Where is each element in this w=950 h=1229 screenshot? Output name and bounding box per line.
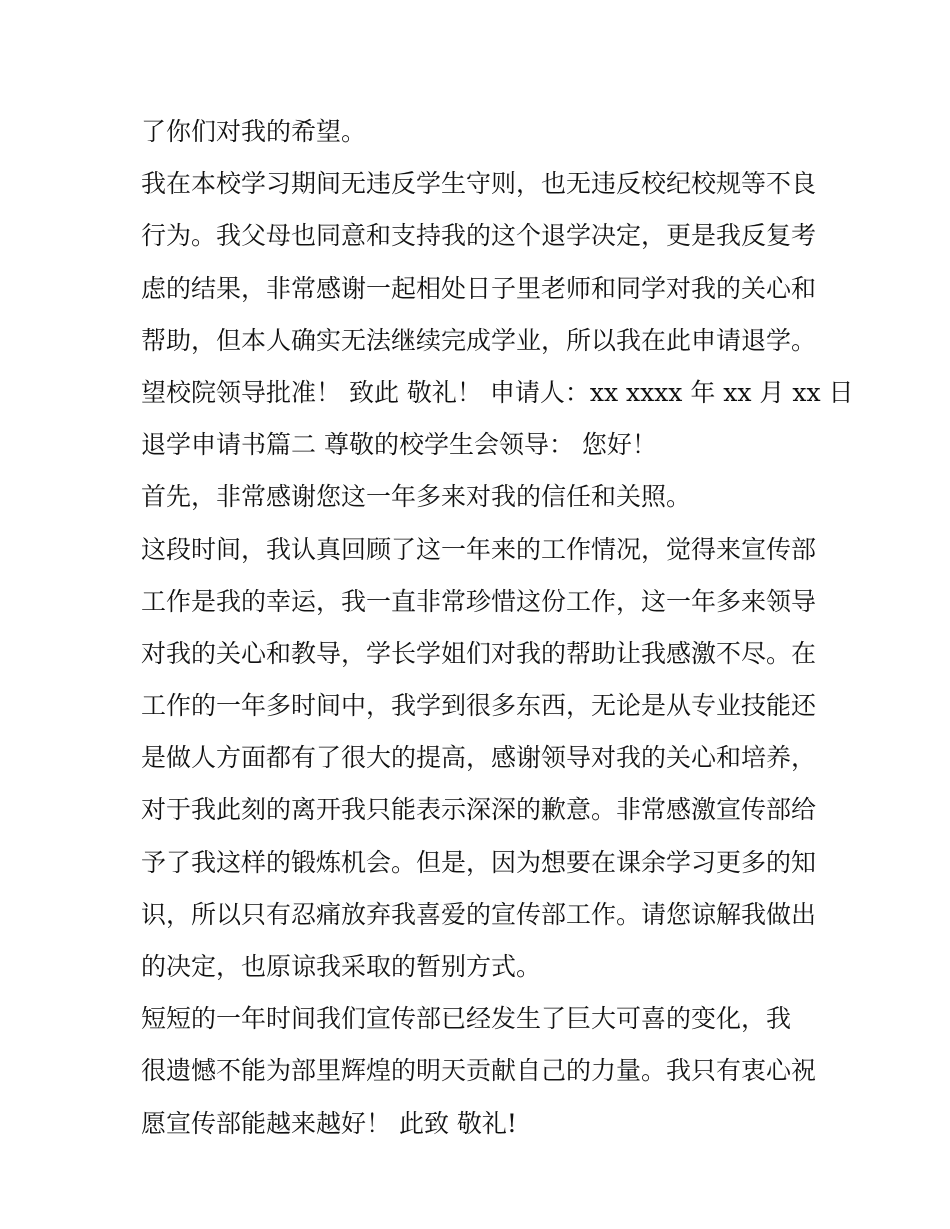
- text-line: 对我的关心和教导，学长学姐们对我的帮助让我感激不尽。在: [141, 638, 817, 668]
- text-line: 很遗憾不能为部里辉煌的明天贡献自己的力量。我只有衷心祝: [141, 1056, 817, 1086]
- text-line: 短短的一年时间我们宣传部已经发生了巨大可喜的变化，我: [141, 1004, 792, 1034]
- text-line: 行为。我父母也同意和支持我的这个退学决定，更是我反复考: [141, 221, 817, 251]
- text-line: 这段时间，我认真回顾了这一年来的工作情况，觉得来宣传部: [141, 534, 817, 564]
- closing-line: 愿宣传部能越来越好！ 此致 敬礼!: [141, 1108, 517, 1138]
- section-heading-line: 退学申请书篇二 尊敬的校学生会领导： 您好！: [141, 430, 657, 460]
- text-line: 工作是我的幸运，我一直非常珍惜这份工作，这一年多来领导: [141, 586, 817, 616]
- text-line: 我在本校学习期间无违反学生守则，也无违反校纪校规等不良: [141, 169, 817, 199]
- text-line: 对于我此刻的离开我只能表示深深的歉意。非常感激宣传部给: [141, 795, 817, 825]
- text-line: 的决定，也原谅我采取的暂别方式。: [141, 952, 542, 981]
- text-line: 识，所以只有忍痛放弃我喜爱的宣传部工作。请您谅解我做出: [141, 899, 817, 929]
- document-body: [141, 106, 854, 1150]
- text-line: 了你们对我的希望。: [141, 117, 367, 146]
- text-line: 首先，非常感谢您这一年多来对我的信任和关照。: [141, 482, 692, 512]
- text-line: 是做人方面都有了很大的提高，感谢领导对我的关心和培养，: [141, 743, 817, 773]
- text-line: 工作的一年多时间中，我学到很多东西，无论是从专业技能还: [141, 691, 817, 721]
- text-line: 帮助，但本人确实无法继续完成学业，所以我在此申请退学。: [141, 325, 817, 355]
- text-line: 予了我这样的锻炼机会。但是，因为想要在课余学习更多的知: [141, 847, 817, 877]
- text-line: 虑的结果，非常感谢一起相处日子里老师和同学对我的关心和: [141, 273, 817, 303]
- signature-line: 望校院领导批准！ 致此 敬礼！ 申请人：xx xxxx 年 xx 月 xx 日: [141, 377, 854, 407]
